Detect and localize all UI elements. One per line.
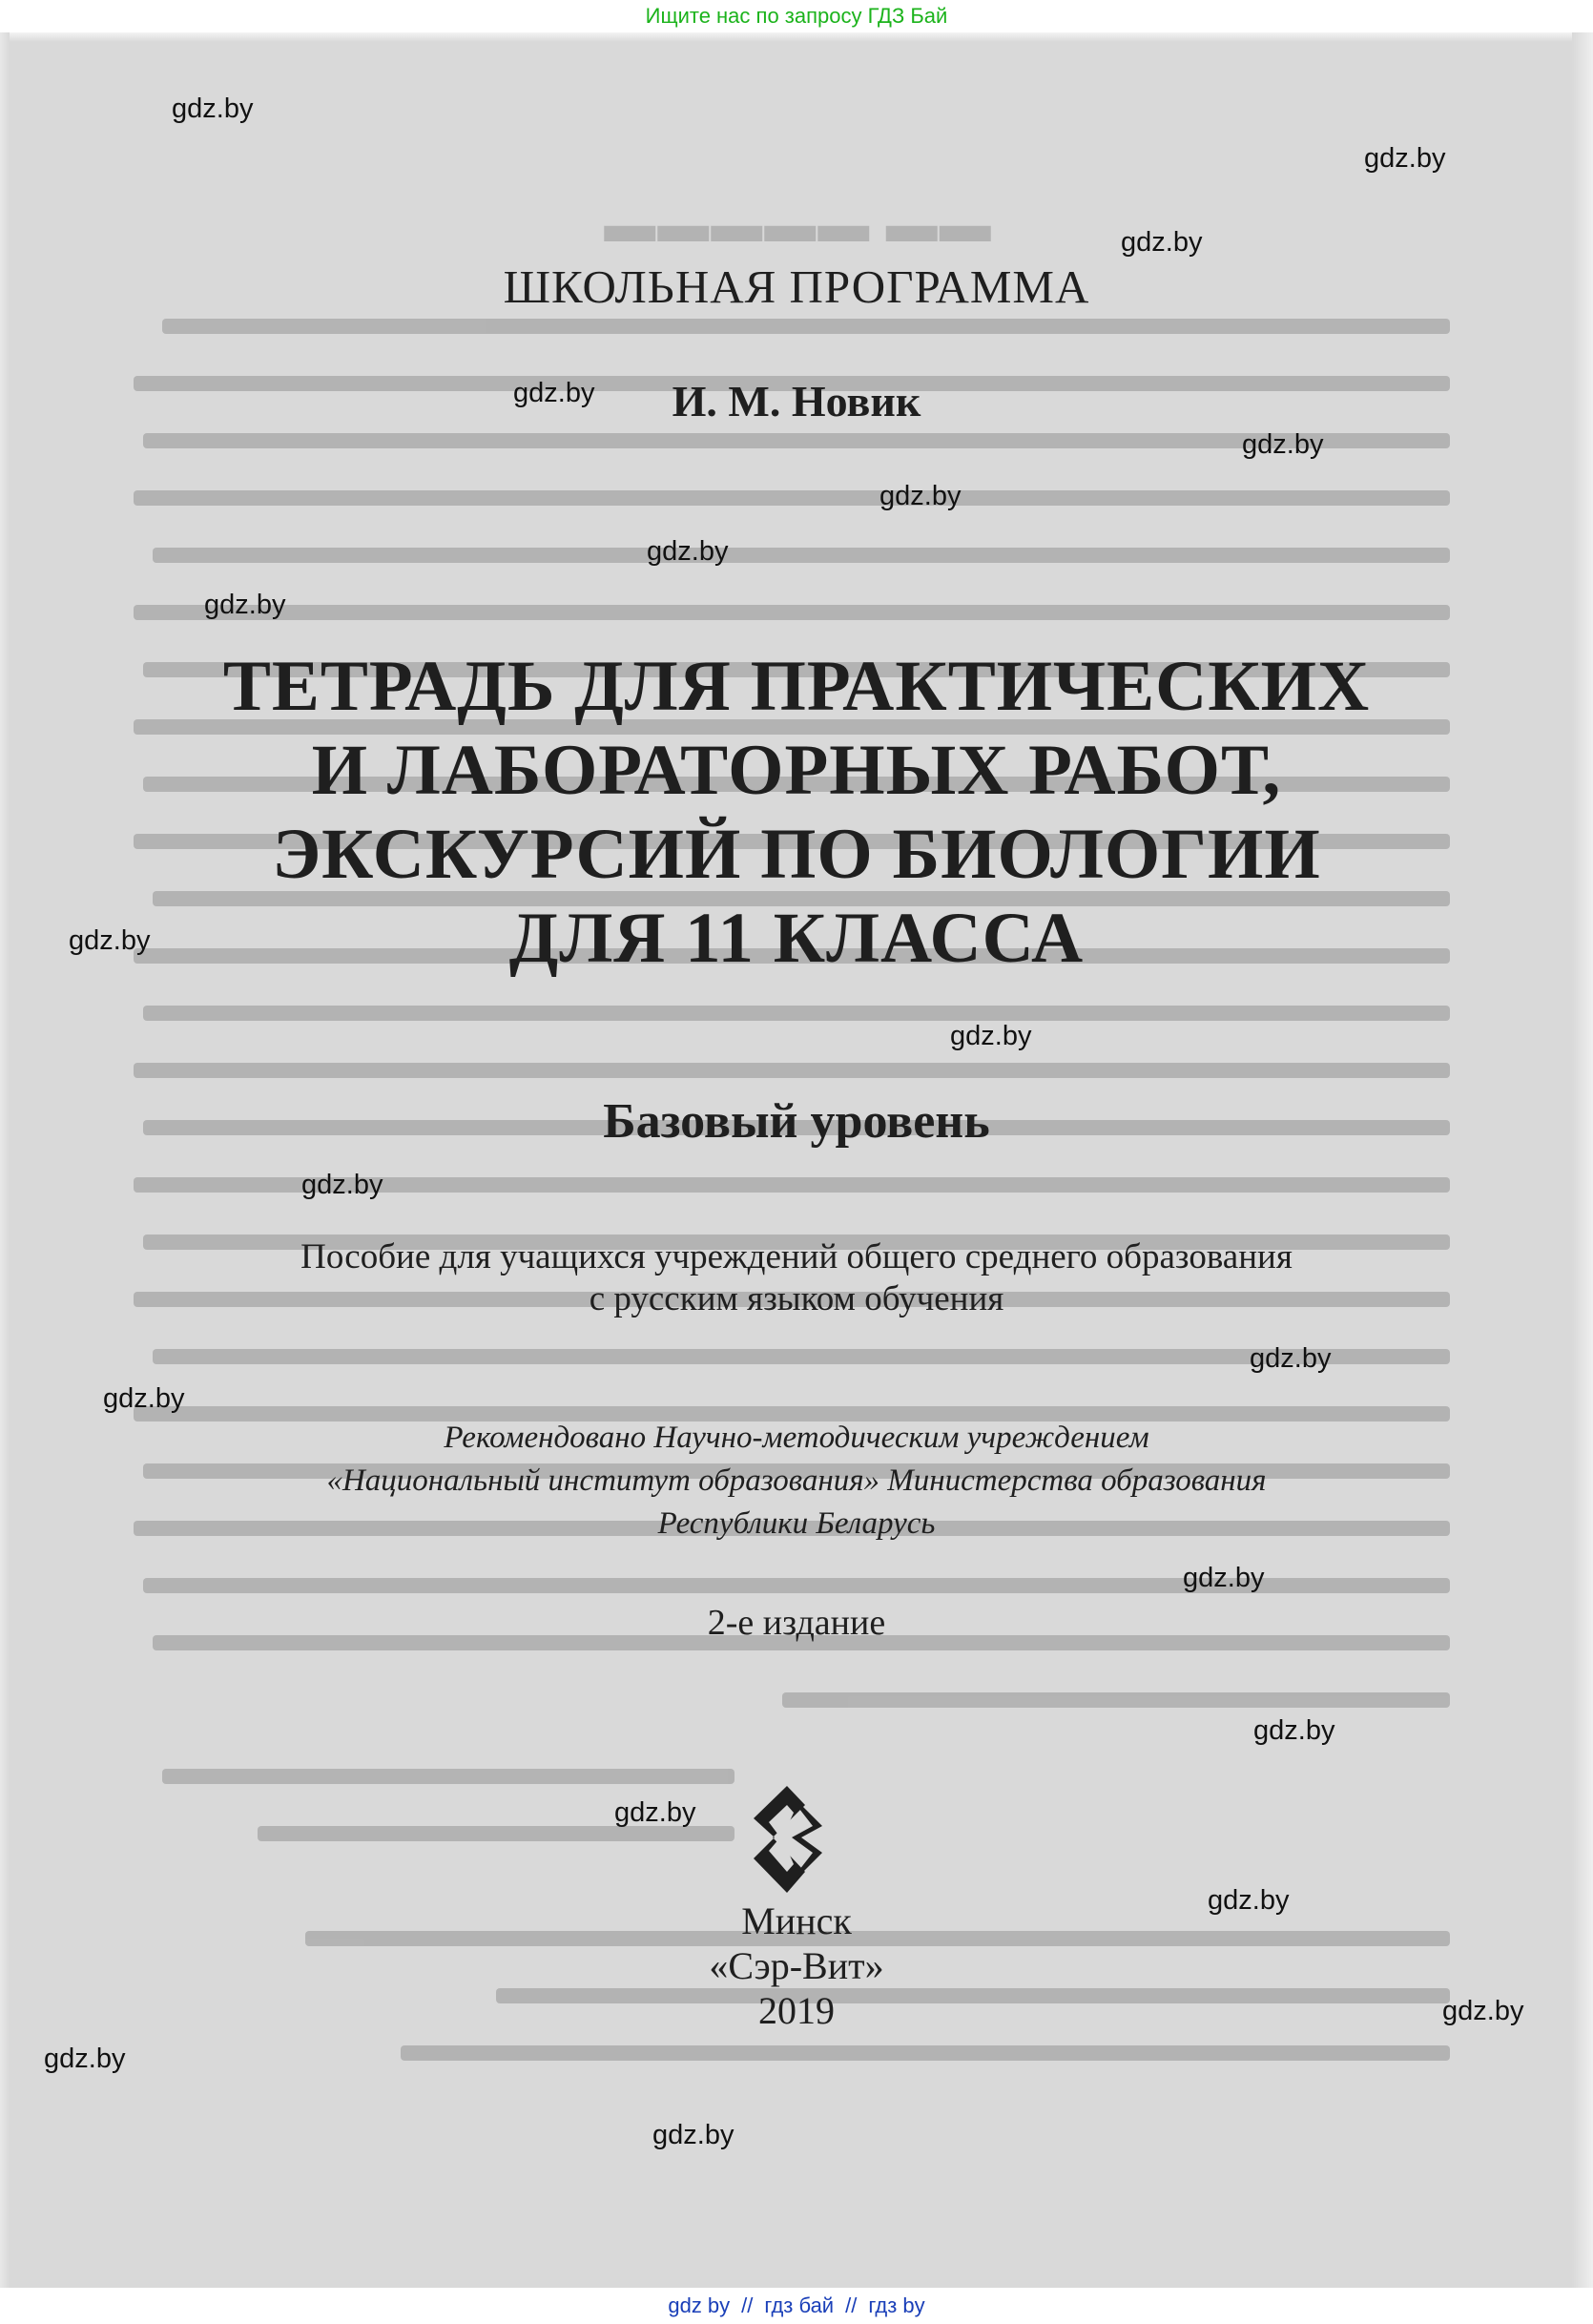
watermark-label: gdz.by	[614, 1797, 696, 1828]
watermark-label: gdz.by	[1250, 1343, 1332, 1374]
watermark-label: gdz.by	[69, 925, 151, 956]
watermark-label: gdz.by	[1242, 429, 1324, 460]
publisher-logo-icon	[746, 1784, 828, 1895]
edition-label: 2-е издание	[707, 1603, 886, 1643]
watermark-label: gdz.by	[950, 1021, 1032, 1051]
watermark-label: gdz.by	[879, 481, 962, 511]
watermark-label: gdz.by	[1442, 1996, 1524, 2026]
watermark-label: gdz.by	[44, 2044, 126, 2074]
imprint-publisher: «Сэр-Вит»	[709, 1944, 884, 1987]
watermark-label: gdz.by	[1364, 143, 1446, 174]
recommendation-line-2: «Национальный институт образования» Министерства образования	[326, 1463, 1267, 1498]
bottom-link-1[interactable]: gdz by	[668, 2293, 731, 2317]
watermark-label: gdz.by	[1183, 1563, 1265, 1593]
imprint-year: 2019	[758, 1989, 835, 2032]
watermark-label: gdz.by	[1208, 1885, 1290, 1916]
bleed-through-background: ▬▬ ▬▬▬▬▬	[0, 32, 1593, 2288]
series-name: ШКОЛЬНАЯ ПРОГРАММА	[503, 260, 1090, 313]
book-title-line-1: ТЕТРАДЬ ДЛЯ ПРАКТИЧЕСКИХ	[222, 647, 1371, 726]
imprint-city: Минск	[741, 1899, 852, 1942]
book-title-line-4: ДЛЯ 11 КЛАССА	[508, 899, 1085, 978]
bottom-link-2[interactable]: гдз бай	[764, 2293, 835, 2317]
bottom-separator: //	[741, 2293, 754, 2317]
level-subtitle: Базовый уровень	[603, 1094, 990, 1149]
top-banner[interactable]: Ищите нас по запросу ГДЗ Бай	[0, 0, 1593, 32]
purpose-line-1: Пособие для учащихся учреждений общего среднего образования	[300, 1237, 1293, 1276]
book-title-line-2: И ЛАБОРАТОРНЫХ РАБОТ,	[311, 731, 1282, 810]
bottom-separator: //	[845, 2293, 858, 2317]
purpose-line-2: с русским языком обучения	[589, 1279, 1004, 1318]
watermark-label: gdz.by	[301, 1170, 383, 1200]
bottom-link-3[interactable]: гдз by	[868, 2293, 925, 2317]
watermark-label: gdz.by	[647, 536, 729, 567]
watermark-label: gdz.by	[513, 378, 595, 408]
scanned-page	[0, 32, 1593, 2288]
watermark-label: gdz.by	[204, 590, 286, 620]
watermark-label: gdz.by	[1253, 1715, 1335, 1746]
watermark-label: gdz.by	[652, 2120, 734, 2150]
author-name: И. М. Новик	[672, 377, 921, 425]
book-title-line-3: ЭКСКУРСИЙ ПО БИОЛОГИИ	[272, 815, 1321, 894]
bottom-banner[interactable]	[0, 2288, 1593, 2324]
watermark-label: gdz.by	[103, 1383, 185, 1414]
recommendation-line-1: Рекомендовано Научно-методическим учреждением	[444, 1421, 1149, 1455]
recommendation-line-3: Республики Беларусь	[657, 1506, 936, 1541]
watermark-label: gdz.by	[1121, 227, 1203, 258]
watermark-label: gdz.by	[172, 93, 254, 124]
